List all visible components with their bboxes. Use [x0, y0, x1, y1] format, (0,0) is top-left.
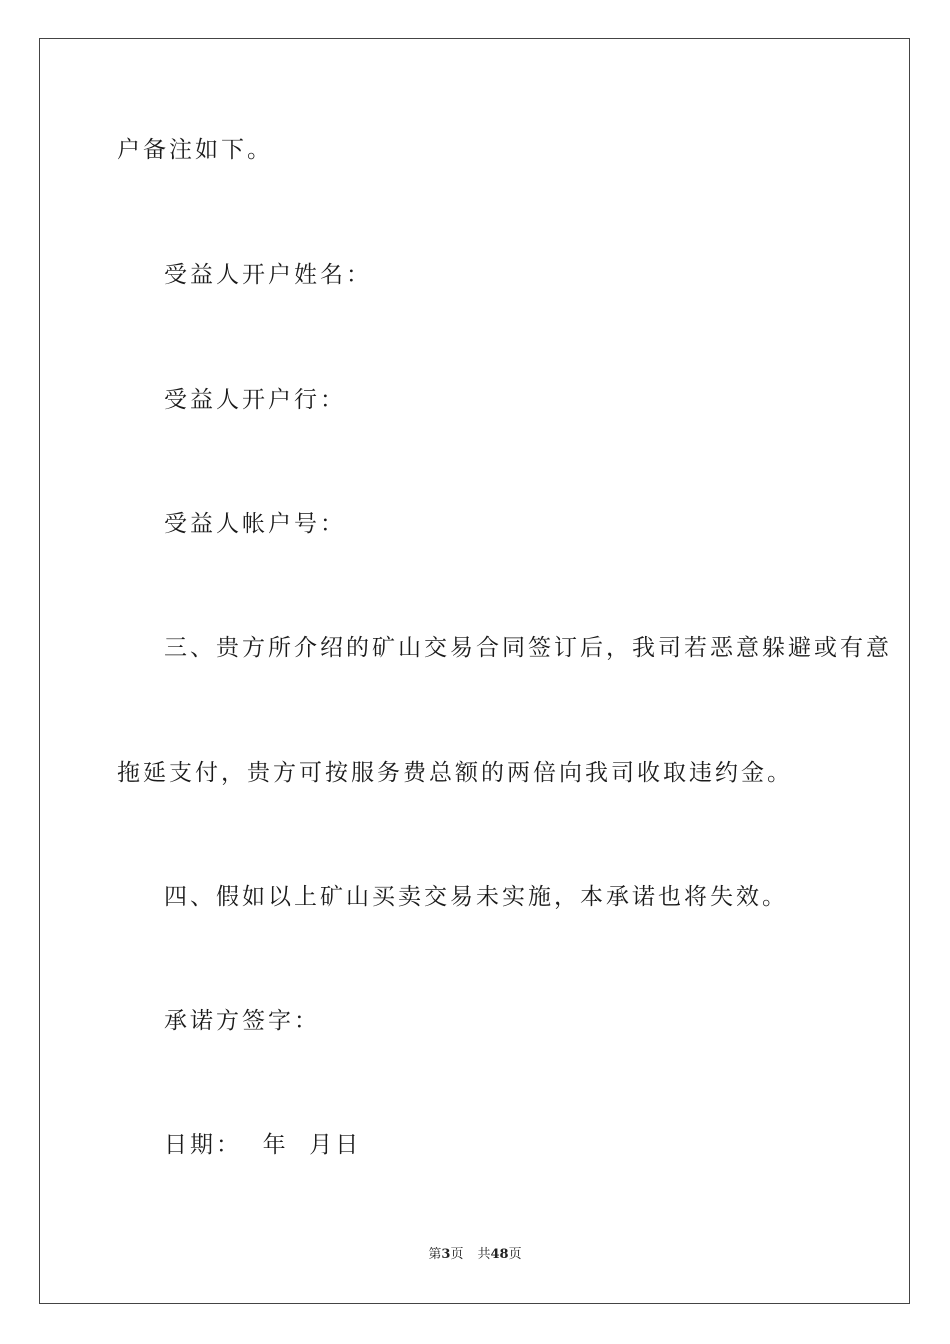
text-line-signature: 承诺方签字：: [164, 1008, 320, 1034]
footer-total-suffix: 页: [508, 1247, 522, 1262]
text-line-beneficiary-bank: 受益人开户行：: [164, 387, 346, 413]
footer-total-prefix: 共: [477, 1247, 491, 1262]
text-line-beneficiary-account: 受益人帐户号：: [164, 511, 346, 537]
page-border: [39, 38, 910, 1304]
text-line-clause-four: 四、假如以上矿山买卖交易未实施，本承诺也将失效。: [164, 884, 788, 910]
text-line-beneficiary-name: 受益人开户姓名：: [164, 262, 372, 288]
text-line-date: 日期： 年 月日: [164, 1132, 362, 1158]
page-footer: [0, 1246, 950, 1264]
footer-total-pages: 48: [490, 1247, 509, 1262]
footer-page-suffix: 页: [450, 1247, 464, 1262]
footer-page-prefix: 第: [428, 1247, 442, 1262]
text-line-clause-three: 三、贵方所介绍的矿山交易合同签订后，我司若恶意躲避或有意: [164, 635, 892, 661]
text-line-remark: 户备注如下。: [117, 137, 273, 163]
text-line-clause-three-cont: 拖延支付，贵方可按服务费总额的两倍向我司收取违约金。: [117, 760, 793, 786]
footer-page-number: 3: [441, 1247, 451, 1262]
